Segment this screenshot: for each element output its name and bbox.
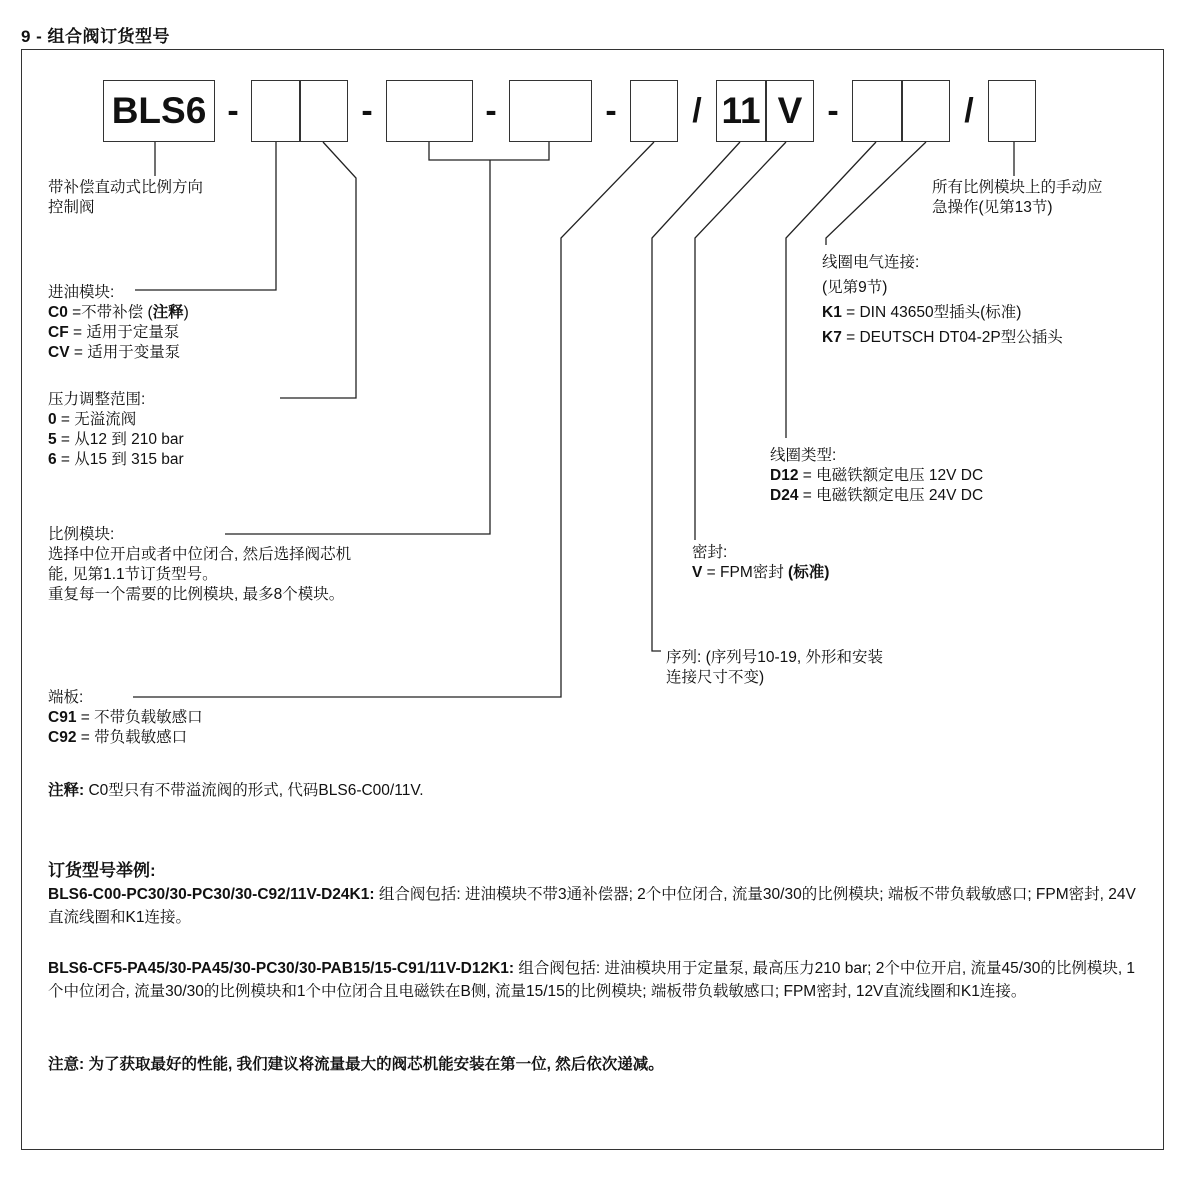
leader-module-bracket: [225, 142, 549, 534]
code-box-series: 11: [716, 80, 766, 142]
label-endplate: 端板: C91 = 不带负载敏感口 C92 = 带负载敏感口: [48, 689, 203, 746]
inlet-c0: C0 =不带补偿 (注释): [48, 304, 189, 321]
leader-pressure: [280, 142, 356, 398]
section-heading: 9 - 组合阀订货型号: [21, 27, 171, 46]
code-sep-4: -: [605, 91, 617, 130]
label-valve: 带补偿直动式比例方向 控制阀: [48, 179, 204, 216]
label-proportional: 比例模块: 选择中位开启或者中位闭合, 然后选择阀芯机 能, 见第1.1节订货型号。 重复每一个需要的比例模块, 最多8个模块。: [48, 526, 352, 603]
inlet-cf: CF = 适用于定量泵: [48, 324, 180, 341]
label-series: 序列: (序列号10-19, 外形和安装 连接尺寸不变): [666, 649, 884, 686]
inlet-cv: CV = 适用于变量泵: [48, 344, 181, 361]
leader-coil-conn: [826, 142, 926, 245]
code-slash-1: /: [692, 91, 702, 130]
code-box-prefix: BLS6: [103, 80, 215, 142]
label-manual: 所有比例模块上的手动应 急操作(见第13节): [932, 179, 1103, 216]
code-sep-3: -: [485, 91, 497, 130]
label-inlet: 进油模块: C0 =不带补偿 (注释) CF = 适用于定量泵 CV = 适用于变量泵: [48, 284, 189, 361]
leader-endplate: [133, 142, 654, 697]
attention-note: 注意: 为了获取最好的性能, 我们建议将流量最大的阀芯机能安装在第一位, 然后依次递减。: [48, 1056, 664, 1073]
label-coil-type: 线圈类型: D12 = 电磁铁额定电压 12V DC D24 = 电磁铁额定电压 24V DC: [770, 447, 984, 504]
code-sep-2: -: [361, 91, 373, 130]
code-box-seal: V: [766, 80, 814, 142]
example-1: BLS6-C00-PC30/30-PC30/30-C92/11V-D24K1: 组合阀包括: 进油模块不带3通补偿器; 2个中位闭合, 流量30/30的比例模块; 端板不带负载敏感口; FPM密封, 24V 直流线圈和K1连接。: [48, 886, 1136, 926]
label-pressure: 压力调整范围: 0 = 无溢流阀 5 = 从12 到 210 bar 6 = 从15 到 315 bar: [48, 391, 184, 468]
code-slash-2: /: [964, 91, 974, 130]
code-sep-1: -: [227, 91, 239, 130]
code-sep-5: -: [827, 91, 839, 130]
note: 注释: C0型只有不带溢流阀的形式, 代码BLS6-C00/11V.: [48, 782, 424, 799]
label-seal: 密封: V = FPM密封 (标准): [692, 544, 830, 581]
examples-title: 订货型号举例:: [48, 861, 156, 880]
example-2: BLS6-CF5-PA45/30-PA45/30-PC30/30-PAB15/15-C91/11V-D12K1: 组合阀包括: 进油模块用于定量泵, 最高压力210 bar; 2个中位开启, 流量45/30的比例模块, 1个中位闭合, 流量30/30的比例模块和1个中位闭合且电磁铁在B侧, 流量15/15的比例模块; 端板带负载敏感口; FPM密封, 12V直流线圈和K1连接。: [48, 960, 1136, 1000]
label-coil-conn: 线圈电气连接: (见第9节) K1 = DIN 43650型插头(标准) K7 = DEUTSCH DT04-2P型公插头: [822, 254, 1063, 346]
